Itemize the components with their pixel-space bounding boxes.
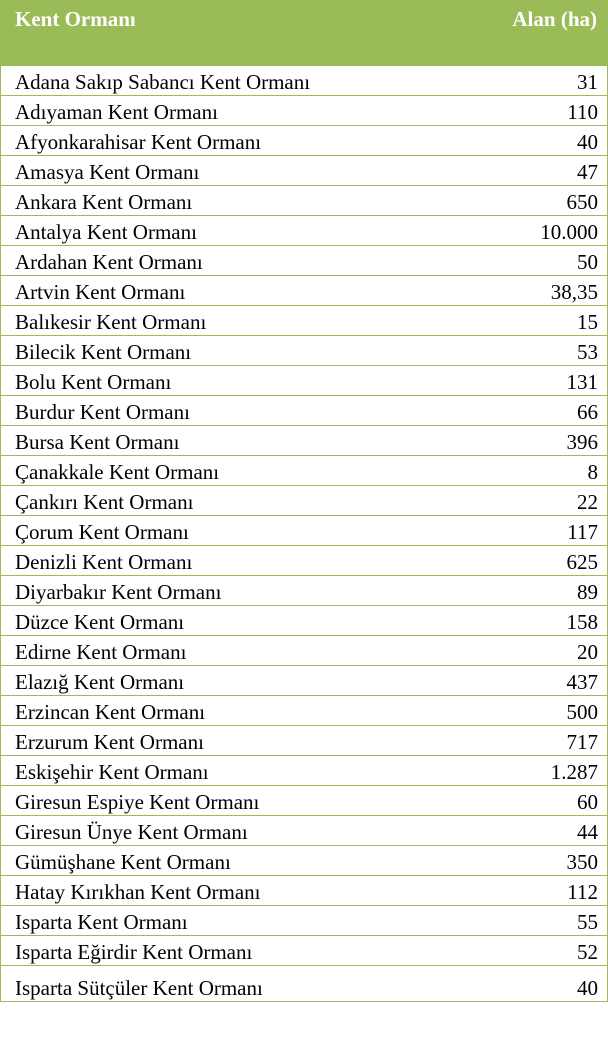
table-row [1,816,607,846]
table-row [1,546,607,576]
table-row [1,636,607,666]
table-row [1,366,607,396]
forest-area-cell: 717 [566,730,598,754]
forest-name-cell: Erzincan Kent Ormanı [15,700,206,724]
column-header-name: Kent Ormanı [15,7,136,31]
forest-area-cell: 396 [566,430,598,454]
table-row [1,876,607,906]
table-row [1,576,607,606]
forest-name-cell: Denizli Kent Ormanı [15,550,193,574]
table-row [1,186,607,216]
table-body [0,66,608,1002]
forest-name-cell: Isparta Eğirdir Kent Ormanı [15,940,253,964]
forest-name-cell: Giresun Espiye Kent Ormanı [15,790,260,814]
table-row [1,786,607,816]
table-row [1,726,607,756]
forest-area-cell: 500 [566,700,598,724]
forest-area-cell: 52 [577,940,598,964]
forest-name-cell: Burdur Kent Ormanı [15,400,190,424]
forest-area-cell: 22 [577,490,598,514]
table-row [1,126,607,156]
forest-area-cell: 8 [587,460,598,484]
forest-area-cell: 158 [566,610,598,634]
table-row [1,396,607,426]
forest-name-cell: Bolu Kent Ormanı [15,370,172,394]
table-row [1,216,607,246]
forest-name-cell: Ankara Kent Ormanı [15,190,193,214]
table-row [1,756,607,786]
forest-name-cell: Düzce Kent Ormanı [15,610,185,634]
forest-name-cell: Çanakkale Kent Ormanı [15,460,220,484]
forest-name-cell: Giresun Ünye Kent Ormanı [15,820,248,844]
table-row [1,66,607,96]
forest-name-cell: Eskişehir Kent Ormanı [15,760,209,784]
forest-name-cell: Amasya Kent Ormanı [15,160,200,184]
forest-name-cell: Elazığ Kent Ormanı [15,670,185,694]
forest-name-cell: Artvin Kent Ormanı [15,280,186,304]
table-row [1,516,607,546]
forest-name-cell: Edirne Kent Ormanı [15,640,187,664]
column-header-area: Alan (ha) [512,7,597,31]
forest-area-cell: 350 [566,850,598,874]
forest-area-cell: 50 [577,250,598,274]
table-row [1,336,607,366]
table-row [1,96,607,126]
forest-area-cell: 1.287 [550,760,598,784]
table-row [1,936,607,966]
forest-name-cell: Hatay Kırıkhan Kent Ormanı [15,880,261,904]
forest-name-cell: Erzurum Kent Ormanı [15,730,204,754]
forest-area-cell: 117 [567,520,598,544]
forest-name-cell: Antalya Kent Ormanı [15,220,197,244]
forest-area-cell: 10.000 [540,220,598,244]
table-row [1,426,607,456]
table-row [1,456,607,486]
table-row [1,966,607,1002]
table-row [1,846,607,876]
forest-area-cell: 20 [577,640,598,664]
forest-area-cell: 89 [577,580,598,604]
table-row [1,486,607,516]
forest-name-cell: Balıkesir Kent Ormanı [15,310,207,334]
forest-area-cell: 38,35 [550,280,598,304]
forest-name-cell: Çankırı Kent Ormanı [15,490,194,514]
forest-area-cell: 66 [577,400,598,424]
table-row [1,156,607,186]
forest-name-cell: Ardahan Kent Ormanı [15,250,203,274]
forest-name-cell: Bursa Kent Ormanı [15,430,180,454]
forest-area-cell: 112 [567,880,598,904]
table-row [1,606,607,636]
forest-area-cell: 53 [577,340,598,364]
forest-name-cell: Isparta Sütçüler Kent Ormanı [15,976,263,1000]
forest-name-cell: Bilecik Kent Ormanı [15,340,192,364]
forest-name-cell: Diyarbakır Kent Ormanı [15,580,222,604]
forest-area-cell: 44 [577,820,598,844]
forest-area-cell: 625 [566,550,598,574]
forest-area-cell: 15 [577,310,598,334]
forest-area-cell: 110 [567,100,598,124]
table-row [1,696,607,726]
table-row [1,306,607,336]
forest-area-cell: 437 [566,670,598,694]
forest-name-cell: Adana Sakıp Sabancı Kent Ormanı [15,70,311,94]
forest-area-cell: 40 [577,130,598,154]
table-row [1,246,607,276]
table-header [0,0,608,64]
forest-area-cell: 60 [577,790,598,814]
forest-name-cell: Çorum Kent Ormanı [15,520,189,544]
table-row [1,666,607,696]
forest-area-cell: 31 [577,70,598,94]
forest-area-cell: 55 [577,910,598,934]
forest-area-cell: 131 [566,370,598,394]
forest-name-cell: Adıyaman Kent Ormanı [15,100,218,124]
table-row [1,906,607,936]
forest-area-cell: 650 [566,190,598,214]
forest-name-cell: Afyonkarahisar Kent Ormanı [15,130,262,154]
table-row [1,276,607,306]
forest-area-cell: 47 [577,160,598,184]
forest-name-cell: Isparta Kent Ormanı [15,910,188,934]
forest-area-cell: 40 [577,976,598,1000]
forest-name-cell: Gümüşhane Kent Ormanı [15,850,231,874]
